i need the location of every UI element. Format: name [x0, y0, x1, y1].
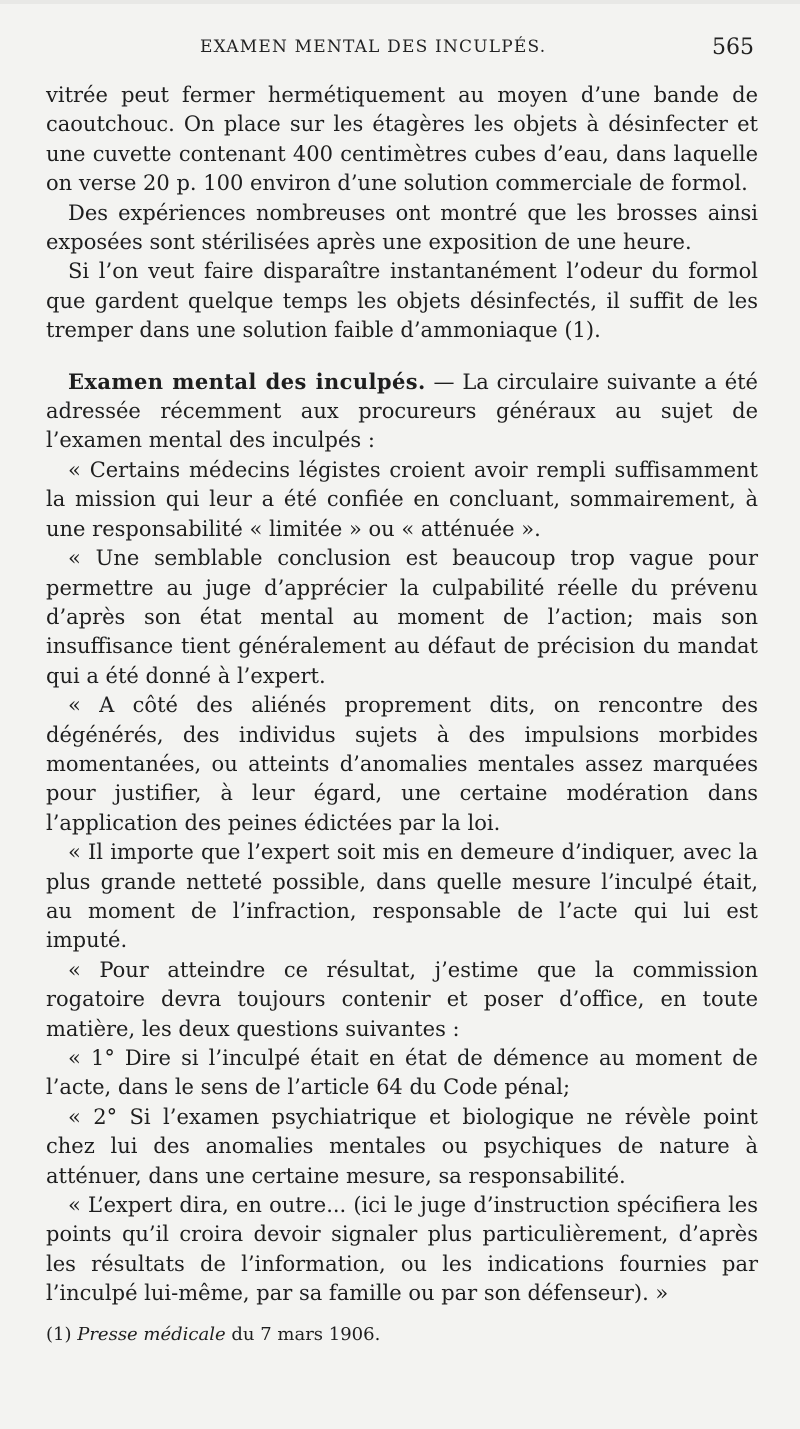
paragraph: Si l’on veut faire disparaître instantanément l’odeur du formol que gardent quelque temps les objets désinfectés, il suffit de les tremper dans une solution faible d’ammoniaque (1). — [46, 259, 758, 343]
quote-paragraph: « Pour atteindre ce résultat, j’estime que la commission rogatoire devra toujours contenir et poser d’office, en toute matière, les deux questions suivantes : — [46, 957, 758, 1041]
footnote — [46, 1322, 758, 1348]
quote-paragraph: « Il importe que l’expert soit mis en demeure d’indiquer, avec la plus grande netteté possible, dans quelle mesure l’inculpé était, au moment de l’infraction, responsable de l’acte qui lui est imputé. — [46, 840, 758, 953]
footnote-marker: (1) — [46, 1324, 78, 1345]
section-intro: — La circulaire suivante a été adressée récemment aux procureurs généraux au sujet de l’examen mental des inculpés : — [46, 369, 758, 453]
paragraph: Des expériences nombreuses ont montré que les brosses ainsi exposées sont stérilisées après une exposition de une heure. — [46, 200, 758, 255]
quote-paragraph: « L’expert dira, en outre... (ici le juge d’instruction spécifiera les points qu’il croira devoir signaler plus particulièrement, d’après les résultats de l’information, ou les indications fournies par l’inculpé lui-même, par sa famille ou par son défenseur). » — [46, 1193, 758, 1306]
quote-paragraph: « 2° Si l’examen psychiatrique et biologique ne révèle point chez lui des anomalies mentales ou psychiques de nature à atténuer, dans une certaine mesure, sa responsabilité. — [46, 1104, 758, 1188]
quote-paragraph: « A côté des aliénés proprement dits, on rencontre des dégénérés, des individus sujets à des impulsions morbides momentanées, ou atteints d’anomalies mentales assez marquées pour justifier, à leur égard, une certaine modération dans l’application des peines édictées par la loi. — [46, 693, 758, 835]
footnote-date: du 7 mars 1906. — [225, 1324, 381, 1345]
section-paragraph — [46, 367, 758, 456]
page-edge — [0, 0, 800, 4]
running-title: EXAMEN MENTAL DES INCULPÉS. — [200, 37, 547, 57]
page-number: 565 — [712, 35, 754, 60]
section-title: Examen mental des inculpés. — [68, 368, 426, 394]
quote-paragraph: « Certains médecins légistes croient avoir rempli suffisamment la mission qui leur a été confiée en concluant, sommairement, à une responsabilité « limitée » ou « atténuée ». — [46, 457, 758, 541]
footnote-journal: Presse médicale — [77, 1324, 226, 1345]
paragraph-continuation: vitrée peut fermer hermétiquement au moyen d’une bande de caoutchouc. On place sur les étagères les objets à désinfecter et une cuvette contenant 400 centimètres cubes d’eau, dans laquelle on verse 20 p. 100 environ d’une solution commerciale de formol. — [46, 83, 758, 196]
page-body — [46, 81, 758, 1309]
quote-paragraph: « Une semblable conclusion est beaucoup trop vague pour permettre au juge d’apprécier la culpabilité réelle du prévenu d’après son état mental au moment de l’action; mais son insuffisance tient généralement au défaut de précision du mandat qui a été donné à l’expert. — [46, 546, 758, 688]
quote-paragraph: « 1° Dire si l’inculpé était en état de démence au moment de l’acte, dans le sens de l’article 64 du Code pénal; — [46, 1046, 758, 1100]
running-header — [0, 37, 800, 63]
